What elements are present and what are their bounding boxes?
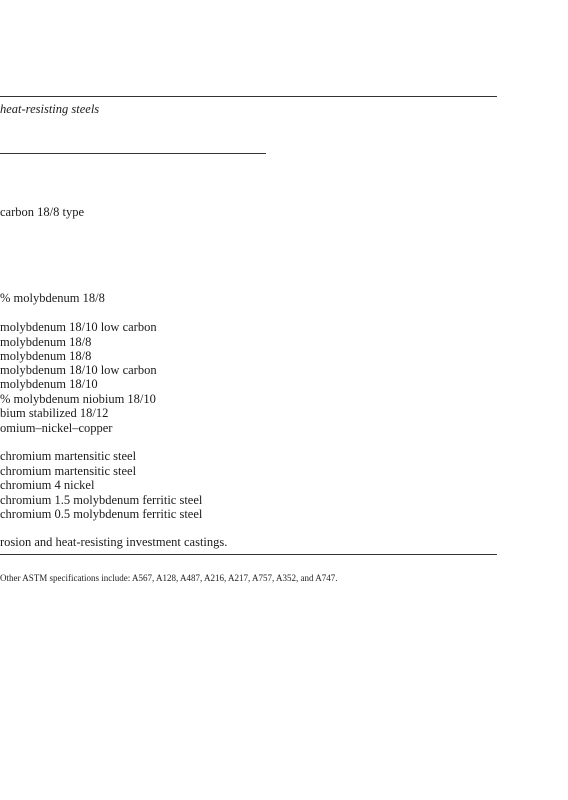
table-top-rule — [0, 96, 497, 97]
table-row-text: molybdenum 18/8 — [0, 335, 92, 349]
table-row-text: molybdenum 18/8 — [0, 349, 92, 363]
table-row-text: chromium 4 nickel — [0, 478, 95, 492]
table-row-text: % molybdenum 18/8 — [0, 291, 105, 305]
table-row-text: bium stabilized 18/12 — [0, 406, 109, 420]
table-row-text: % molybdenum niobium 18/10 — [0, 392, 156, 406]
table-row-text: omium–nickel–copper — [0, 421, 113, 435]
table-row-text: chromium 0.5 molybdenum ferritic steel — [0, 507, 203, 521]
table-row-text: chromium 1.5 molybdenum ferritic steel — [0, 493, 203, 507]
table-row-text: molybdenum 18/10 low carbon — [0, 363, 157, 377]
table-footnote: Other ASTM specifications include: A567, A128, A487, A216, A217, A757, A352, and A747. — [0, 573, 338, 583]
table-caption: heat-resisting steels — [0, 102, 100, 116]
table-row-text: carbon 18/8 type — [0, 205, 85, 219]
table-row-text: chromium martensitic steel — [0, 464, 137, 478]
table-bottom-rule — [0, 554, 497, 555]
table-row-text: molybdenum 18/10 low carbon — [0, 320, 157, 334]
table-row-text: chromium martensitic steel — [0, 449, 137, 463]
table-row-text: molybdenum 18/10 — [0, 377, 98, 391]
table-header-rule — [0, 153, 266, 154]
table-row-text: rosion and heat-resisting investment castings. — [0, 535, 228, 549]
